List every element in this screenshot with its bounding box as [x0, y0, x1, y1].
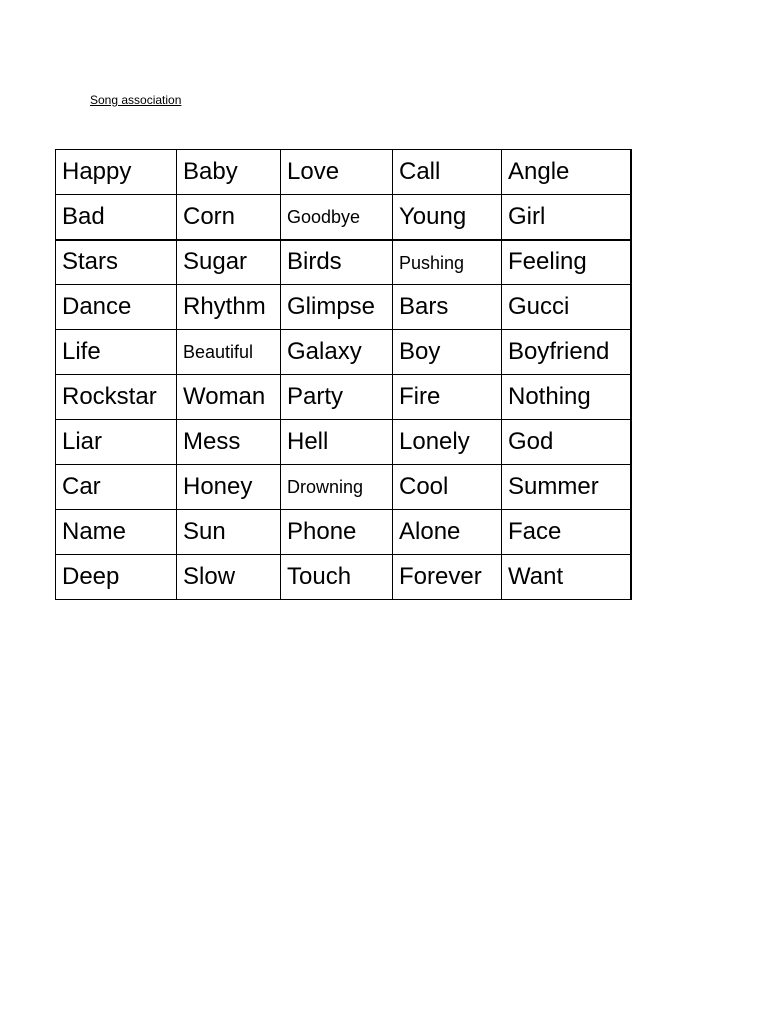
table-cell: Face: [502, 510, 631, 555]
table-cell: Deep: [56, 555, 177, 600]
table-cell: Name: [56, 510, 177, 555]
table-cell: Want: [502, 555, 631, 600]
table-cell: Glimpse: [281, 285, 393, 330]
table-cell: Car: [56, 465, 177, 510]
table-cell: Forever: [393, 555, 502, 600]
table-cell: Bars: [393, 285, 502, 330]
table-cell: Galaxy: [281, 330, 393, 375]
table-cell: Sugar: [177, 240, 281, 285]
table-cell: Life: [56, 330, 177, 375]
table-cell: Feeling: [502, 240, 631, 285]
table-cell: Boy: [393, 330, 502, 375]
table-cell: Baby: [177, 150, 281, 195]
table-cell: Gucci: [502, 285, 631, 330]
song-word-table: [55, 149, 632, 600]
table-row: [56, 195, 631, 240]
table-cell: Happy: [56, 150, 177, 195]
table-row: [56, 375, 631, 420]
table-cell: Slow: [177, 555, 281, 600]
table-cell: Sun: [177, 510, 281, 555]
table-cell: Liar: [56, 420, 177, 465]
table-cell: Girl: [502, 195, 631, 240]
table-cell: Corn: [177, 195, 281, 240]
table-cell: Phone: [281, 510, 393, 555]
table-cell: Alone: [393, 510, 502, 555]
table-cell: Drowning: [281, 465, 393, 510]
table-cell: Honey: [177, 465, 281, 510]
table-cell: Angle: [502, 150, 631, 195]
table-cell: Birds: [281, 240, 393, 285]
table-cell: Lonely: [393, 420, 502, 465]
table-cell: Goodbye: [281, 195, 393, 240]
document-title: Song association: [90, 93, 182, 107]
table-cell: Dance: [56, 285, 177, 330]
table-cell: Touch: [281, 555, 393, 600]
table-cell: Bad: [56, 195, 177, 240]
table-cell: Summer: [502, 465, 631, 510]
table-row: [56, 150, 631, 195]
table-cell: Pushing: [393, 240, 502, 285]
table-row: [56, 240, 631, 285]
table-cell: Rockstar: [56, 375, 177, 420]
table-cell: Fire: [393, 375, 502, 420]
table-cell: Rhythm: [177, 285, 281, 330]
table-cell: Young: [393, 195, 502, 240]
table-cell: Mess: [177, 420, 281, 465]
table-cell: Beautiful: [177, 330, 281, 375]
table-cell: Boyfriend: [502, 330, 631, 375]
table-cell: Nothing: [502, 375, 631, 420]
table-cell: Hell: [281, 420, 393, 465]
table-row: [56, 330, 631, 375]
table-row: [56, 420, 631, 465]
table-cell: Call: [393, 150, 502, 195]
table-row: [56, 555, 631, 600]
table-cell: Party: [281, 375, 393, 420]
table-cell: Cool: [393, 465, 502, 510]
table-cell: God: [502, 420, 631, 465]
table-cell: Stars: [56, 240, 177, 285]
table-row: [56, 510, 631, 555]
table-row: [56, 285, 631, 330]
table-cell: Love: [281, 150, 393, 195]
table-cell: Woman: [177, 375, 281, 420]
table-row: [56, 465, 631, 510]
